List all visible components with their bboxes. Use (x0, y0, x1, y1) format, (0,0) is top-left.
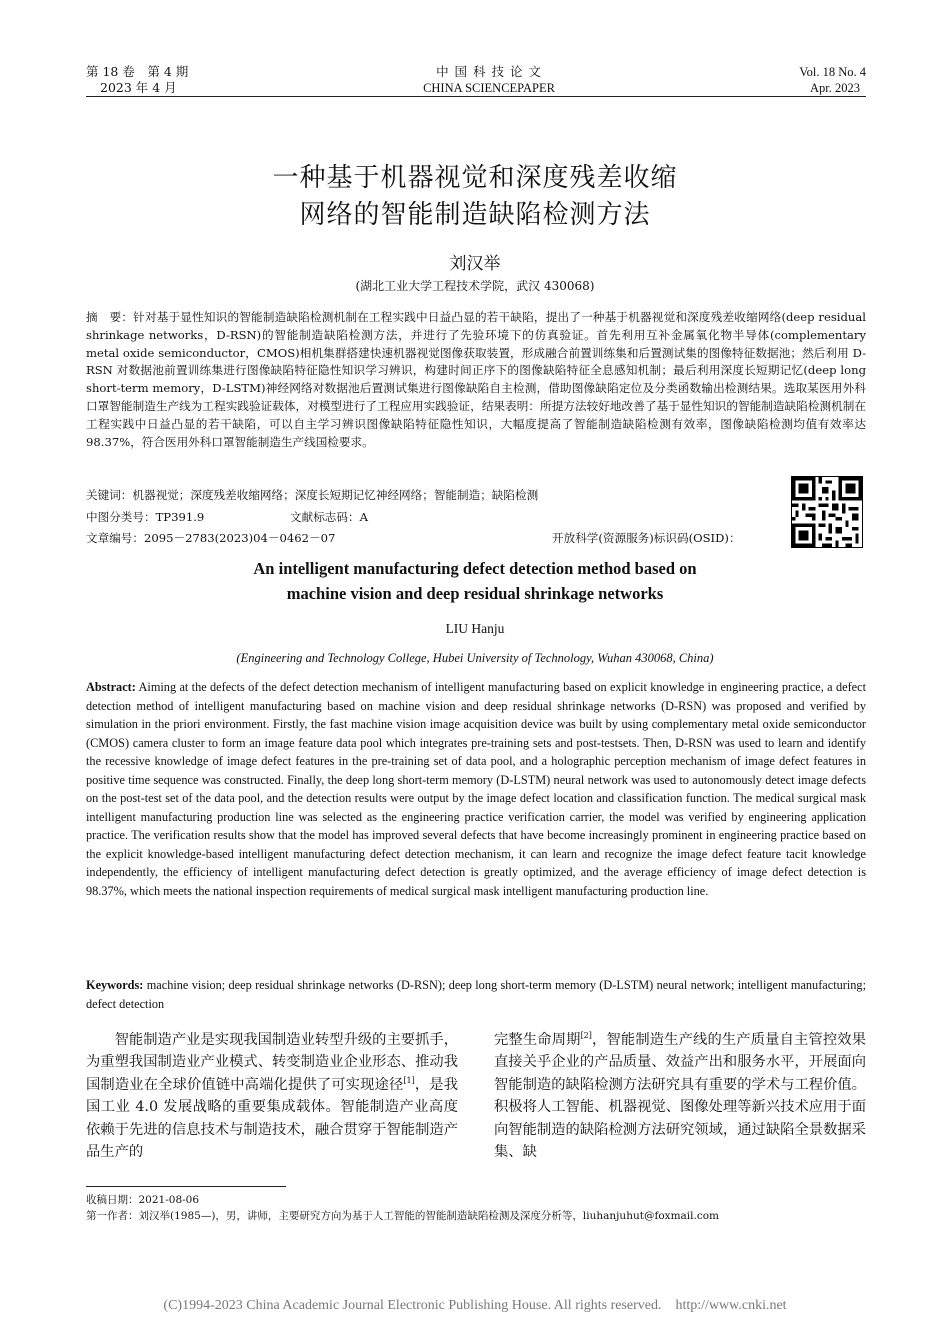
header-volume: 第 18 卷 第 4 期 (86, 64, 189, 79)
abstract-cn (86, 309, 866, 451)
title-en-line2: machine vision and deep residual shrinkage networks (286, 584, 664, 603)
abstract-en (86, 678, 866, 900)
keywords-en (86, 976, 866, 1013)
keywords-cn (86, 487, 776, 505)
body-left-column (86, 1029, 458, 1163)
cnki-copyright: (C)1994-2023 China Academic Journal Electronic Publishing House. All rights reserved. http://www.cnki.net (163, 1298, 787, 1313)
footnote-rule (86, 1186, 286, 1187)
title-cn-line2: 网络的智能制造缺陷检测方法 (299, 200, 651, 230)
keywords-en-text: machine vision; deep residual shrinkage networks (D-RSN); deep long short-term memory (D-LSTM) neural network; intelligent manufacturing; defect detection (86, 978, 867, 1011)
citation-ref-2[interactable]: [2] (580, 1031, 592, 1041)
qr-code-icon (792, 477, 862, 547)
body-right-column (494, 1029, 866, 1163)
clc-value: TP391.9 (155, 510, 205, 524)
abstract-en-label: Abstract: (86, 680, 136, 694)
journal-name-en: CHINA SCIENCEPAPER (423, 81, 555, 95)
footnote-author: 第一作者：刘汉举(1985—)，男，讲师，主要研究方向为基于人工智能的智能制造缺陷检测及深度分析等，liuhanjuhut@foxmail.com (86, 1210, 719, 1222)
osid-qr-code[interactable] (791, 476, 863, 548)
header-date-en: Apr. 2023 (810, 81, 860, 95)
body-left-text-b: ，是我国工业 4.0 发展战略的重要集成载体。智能制造产业高度依赖于先进的信息技术与制造技术，融合贯穿于智能制造产品生产的 (86, 1076, 458, 1161)
article-number (86, 530, 335, 548)
osid-label: 开放科学(资源服务)标识码(OSID)： (552, 531, 741, 545)
clc-label: 中图分类号： (86, 510, 156, 524)
journal-name-cn: 中 国 科 技 论 文 (436, 64, 542, 79)
doc-code (290, 509, 368, 527)
keywords-cn-text: 机器视觉；深度残差收缩网络；深度长短期记忆神经网络；智能制造；缺陷检测 (132, 488, 539, 502)
body-right-text-a: 完整生命周期 (494, 1032, 581, 1048)
author-cn: 刘汉举 (449, 254, 501, 274)
article-number-value: 2095－2783(2023)04－0462－07 (143, 531, 336, 545)
title-cn-line1: 一种基于机器视觉和深度残差收缩 (272, 163, 678, 193)
citation-ref-1[interactable]: [1] (403, 1076, 415, 1086)
abstract-cn-text: 针对基于显性知识的智能制造缺陷检测机制在工程实践中日益凸显的若干缺陷，提出了一种基于机器视觉和深度残差收缩网络(deep residual shrinkage networks，D-RSN)的智能制造缺陷检测方法，并进行了先验环境下的仿真验证。首先利用互补金属氧化物半导体(complementary metal oxide semiconductor，CMOS)相机集群搭建快速机器视觉图像获取装置，形成融合前置训练集和后置测试集的图像特征数据池；然后利用 D-RSN 对数据池前置训练集进行图像缺陷特征隐性知识学习辨识，构建时间正序下的图像缺陷特征全息感知机制；最后利用深度长短期记忆(deep long short-term memory，D-LSTM)神经网络对数据池后置测试集进行图像缺陷自主检测，借助图像缺陷定位及分类函数输出检测结果。选取某医用外科口罩智能制造生产线为工程实践验证载体，对模型进行了工程应用实践验证，结果表明：所提方法较好地改善了基于显性知识的智能制造缺陷检测机制在工程实践中日益凸显的若干缺陷，可以自主学习辨识图像缺陷特征隐性知识，大幅度提高了智能制造缺陷检测有效率，图像缺陷检测均值有效率达 98.37%，符合医用外科口罩智能制造生产线国检要求。 (86, 310, 866, 449)
affiliation-cn: (湖北工业大学工程技术学院，武汉 430068) (355, 279, 595, 293)
abstract-cn-label: 摘 要： (86, 310, 134, 324)
affiliation-en: (Engineering and Technology College, Hubei University of Technology, Wuhan 430068, China) (236, 651, 714, 665)
keywords-cn-label: 关键词： (86, 488, 133, 502)
header-vol-en: Vol. 18 No. 4 (799, 65, 866, 79)
doc-code-label: 文献标志码： (290, 510, 360, 524)
body-right-text-b: ，智能制造生产线的生产质量自主管控效果直接关乎企业的产品质量、效益产出和服务水平，开展面向智能制造的缺陷检测方法研究具有重要的学术与工程价值。积极将人工智能、机器视觉、图像处理等新兴技术应用于面向智能制造的缺陷检测方法研究领域，通过缺陷全景数据采集、缺 (494, 1032, 867, 1161)
article-number-label: 文章编号： (86, 531, 144, 545)
footnote-received: 收稿日期：2021-08-06 (86, 1194, 200, 1206)
author-en: LIU Hanju (445, 621, 505, 636)
body-left-text-a: 智能制造产业是实现我国制造业转型升级的主要抓手，为重塑我国制造业产业模式、转变制造业企业形态、推动我国制造业在全球价值链中高端化提供了可实现途径 (86, 1032, 458, 1093)
header-date: 2023 年 4 月 (100, 80, 177, 95)
header-rule (86, 96, 866, 97)
keywords-en-label: Keywords: (86, 978, 144, 992)
abstract-en-text: Aiming at the defects of the defect detection mechanism of intelligent manufacturing based on explicit knowledge in engineering practice, a defect detection method of intelligent manufacturing based on machine vision and deep residual shrinkage networks (D-RSN) was proposed and verified by simulation in the priori environment. Firstly, the fast machine vision image acquisition device was built by using complementary metal oxide semiconductor (CMOS) camera cluster to form an image feature data pool which integrates pre-training sets and post-testsets. Then, D-RSN was used to learn and identify the recessive knowledge of image defect features in the pre-training set of data pool, and a holographic perception mechanism of image defect features in positive time sequence was constructed. Finally, the deep long short-term memory (D-LSTM) neural network was used to autonomously detect image defects on the post-test set of the data pool, and the detection results were output by the image defect location and classification function. The medical surgical mask intelligent manufacturing production line was selected as the engineering practice verification carrier, the model was verified by engineering application practice. The verification results show that the model has improved several defects that have become increasingly prominent in engineering practice based on the explicit knowledge-based intelligent manufacturing defect detection mechanism, it can learn and recognize the image defect feature tacit knowledge independently, the efficiency of intelligent manufacturing defect detection is greatly optimized, and the average efficiency of image defect detection is 98.37%, which meets the national inspection requirements of medical surgical mask intelligent manufacturing production line. (86, 680, 866, 898)
title-en-line1: An intelligent manufacturing defect detection method based on (253, 559, 697, 578)
doc-code-value: A (359, 510, 368, 524)
clc-number (86, 509, 204, 527)
